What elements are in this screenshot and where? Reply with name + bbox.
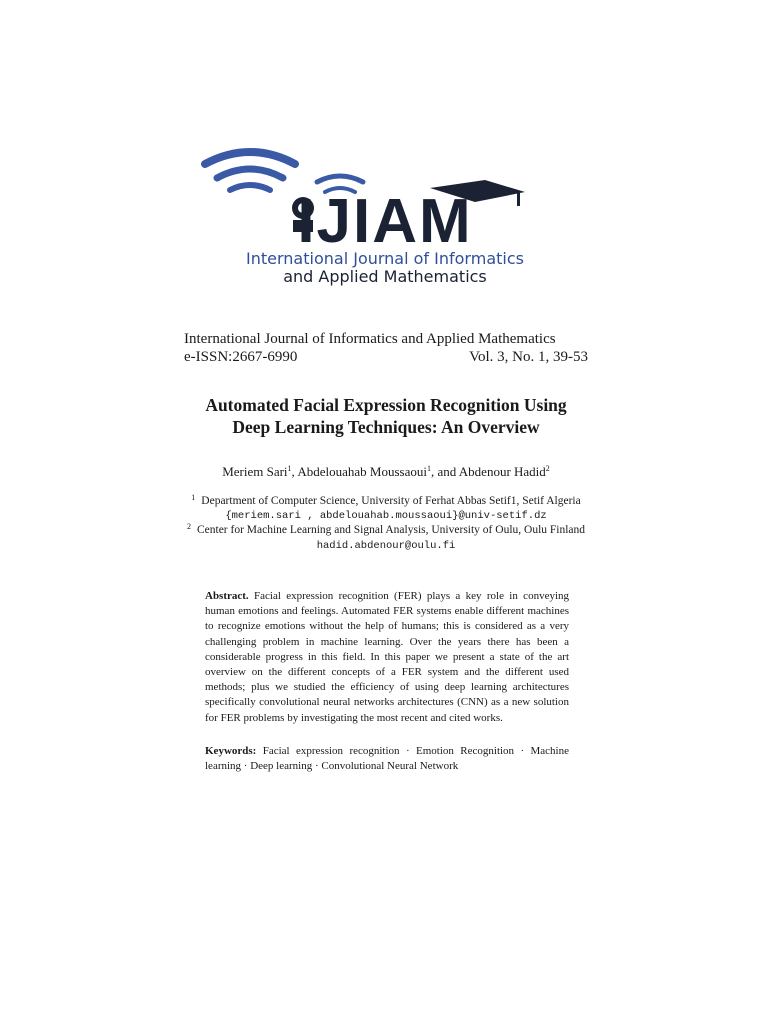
logo-wordmark: IJIAM <box>297 187 473 256</box>
volume-info: Vol. 3, No. 1, 39-53 <box>469 349 588 365</box>
paper-title <box>140 394 632 438</box>
keywords <box>205 744 569 774</box>
author-affiliation-mark: 1 <box>287 464 292 473</box>
affiliation-1-email: {meriem.sari , abdelouahab.moussaoui}@univ-setif.dz <box>225 510 547 522</box>
affiliation-number: 2 <box>186 522 191 531</box>
author-affiliation-mark: 1 <box>426 464 431 473</box>
issn: e-ISSN:2667-6990 <box>184 349 298 365</box>
author-name: Abdenour Hadid <box>458 464 546 479</box>
wifi-waves-icon <box>205 152 363 192</box>
affiliation-text: Department of Computer Science, University of Ferhat Abbas Setif1, Setif Algeria <box>201 495 581 507</box>
title-line-1: Automated Facial Expression Recognition Using <box>205 395 567 415</box>
affiliation-1 <box>120 494 652 508</box>
journal-info-line <box>184 348 588 366</box>
journal-name: International Journal of Informatics and Applied Mathematics <box>184 331 556 347</box>
author-name: Meriem Sari <box>222 464 288 479</box>
author-list <box>120 464 652 480</box>
affiliation-2-email: hadid.abdenour@oulu.fi <box>316 540 456 552</box>
logo-line2: and Applied Mathematics <box>283 267 487 286</box>
logo-line1: International Journal of Informatics <box>246 249 524 268</box>
title-line-2: Deep Learning Techniques: An Overview <box>232 417 540 437</box>
author-name: Abdelouahab Moussaoui <box>297 464 427 479</box>
abstract <box>205 589 569 726</box>
logo-graphic <box>185 140 585 290</box>
affiliation-text: Center for Machine Learning and Signal Analysis, University of Oulu, Oulu Finland <box>196 524 586 536</box>
author-separator: , and <box>430 464 459 479</box>
author-affiliation-mark: 2 <box>545 464 550 473</box>
affiliation-2 <box>120 523 652 537</box>
keywords-label: Keywords: <box>205 745 257 757</box>
keywords-text: Facial expression recognition · Emotion Recognition · Machine learning · Deep learning · Convolutional Neural Network <box>205 745 569 773</box>
abstract-label: Abstract. <box>205 590 249 602</box>
affiliation-number: 1 <box>191 493 196 502</box>
journal-logo <box>185 140 585 290</box>
abstract-text: Facial expression recognition (FER) plays a key role in conveying human emotions and feelings. Automated FER systems enable different machines to recognize emotions without the help of humans; this is considered as a very challenging problem in machine learning. Over the years there has been a considerable progress in this field. In this paper we present a state of the art overview on the different concepts of a FER system and the different used methods; plus we studied the efficiency of using deep learning architectures specifically convolutional neural networks architectures (CNN) as a new solution for FER problems by investigating the most recent and cited works. <box>205 590 570 724</box>
author-separator: , <box>291 464 298 479</box>
